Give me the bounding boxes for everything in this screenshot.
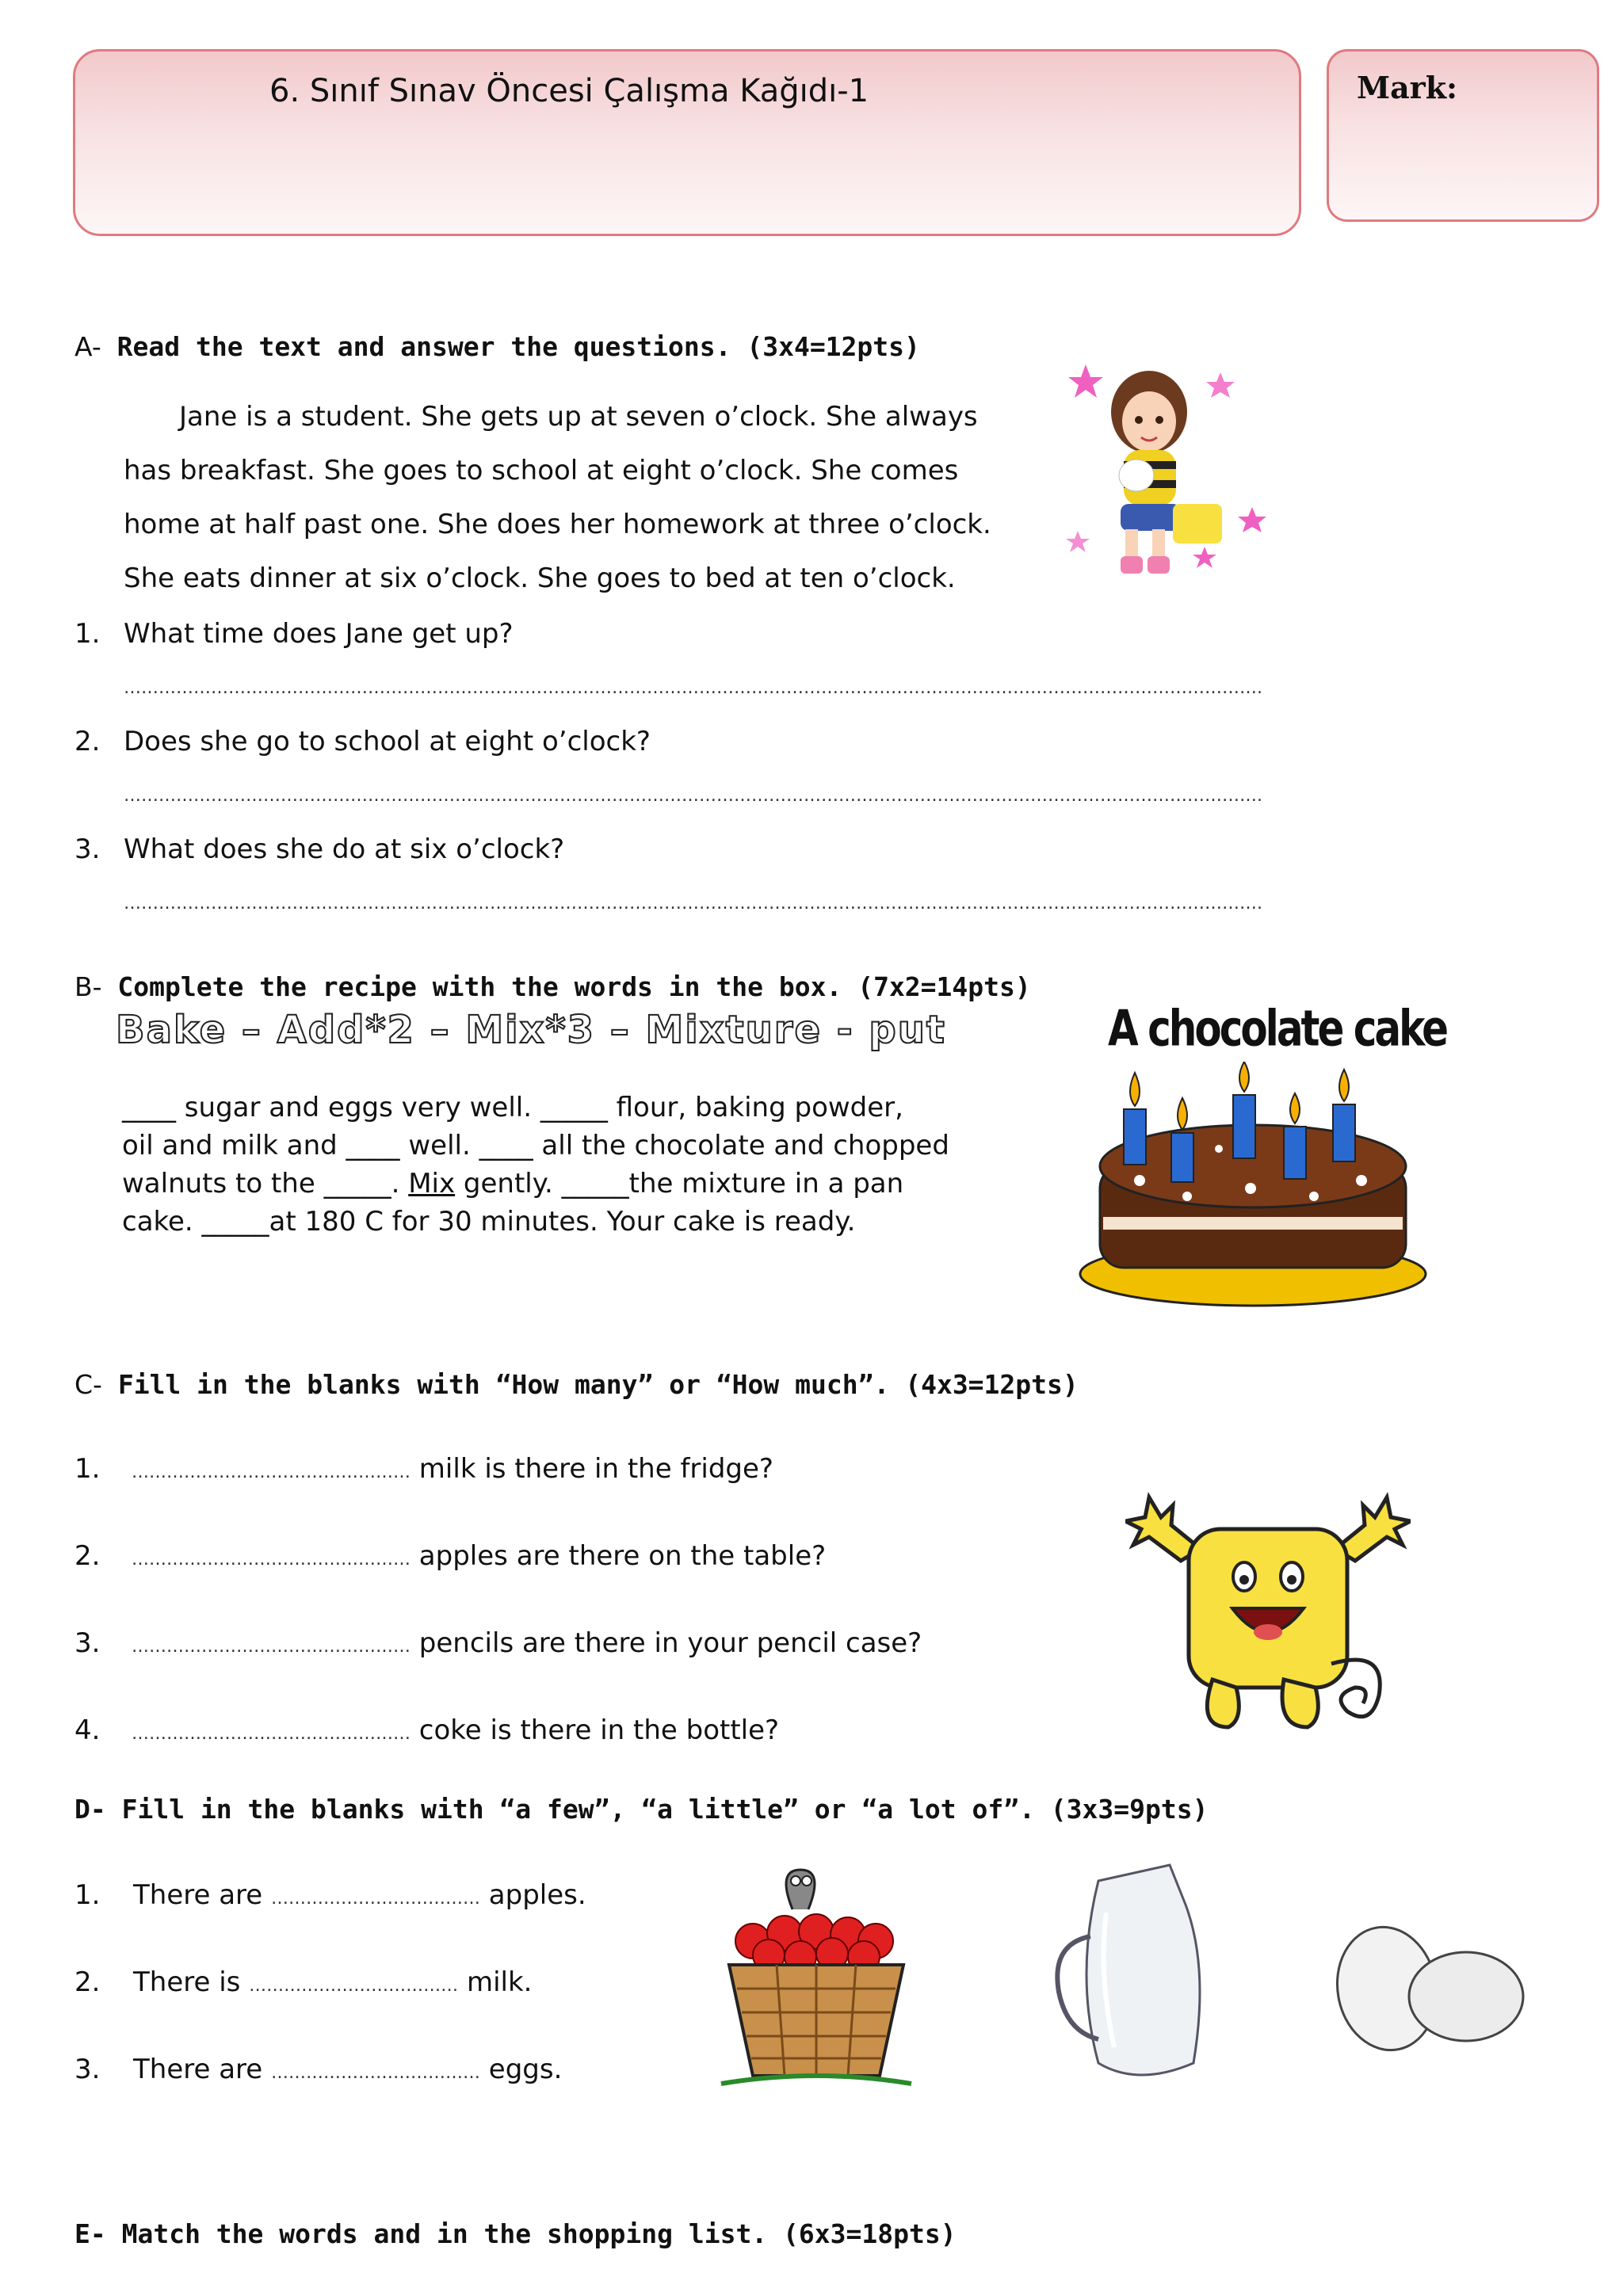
section-b-heading: [74, 971, 1031, 1002]
blank[interactable]: …………………………………………: [132, 1637, 411, 1657]
item-post: apples.: [479, 1879, 586, 1911]
question-text: What does she do at six o’clock?: [124, 833, 565, 865]
recipe-text: walnuts to the _____.: [122, 1168, 409, 1199]
item-post: milk.: [458, 1966, 533, 1998]
blank[interactable]: …………………………………………: [132, 1724, 411, 1744]
answer-line[interactable]: …………………………………………………………………………………………………………………………………………………………………………….: [124, 678, 1262, 698]
section-a-prefix: A-: [74, 331, 101, 362]
question-number: 3.: [74, 833, 101, 865]
blank[interactable]: ………………………………: [249, 1976, 459, 1996]
yellow-character-illustration: [1125, 1489, 1411, 1751]
item-text: coke is there in the bottle?: [411, 1714, 780, 1746]
recipe-line: ____ sugar and eggs very well. _____ flour, baking powder,: [122, 1092, 903, 1123]
recipe-example-word: Mix: [408, 1168, 456, 1199]
recipe-text: gently. _____the mixture in a pan: [455, 1168, 904, 1199]
item-pre: There is: [133, 1966, 250, 1998]
blank[interactable]: …………………………………………: [132, 1463, 411, 1482]
question-number: 2.: [74, 726, 101, 757]
fill-item: [132, 1627, 922, 1659]
section-d-heading: D- Fill in the blanks with “a few”, “a little” or “a lot of”. (3x3=9pts): [74, 1794, 1209, 1825]
glass-jug-illustration: [1051, 1857, 1225, 2087]
worksheet-title: 6. Sınıf Sınav Öncesi Çalışma Kağıdı-1: [269, 73, 869, 109]
item-number: 3.: [74, 2054, 101, 2085]
item-pre: There are: [133, 2054, 271, 2085]
item-number: 3.: [74, 1627, 101, 1659]
passage-line: home at half past one. She does her homework at three o’clock.: [124, 509, 991, 540]
fill-item: [133, 1879, 586, 1911]
question-text: What time does Jane get up?: [124, 618, 514, 650]
recipe-line: cake. _____at 180 C for 30 minutes. Your cake is ready.: [122, 1206, 856, 1238]
fill-item: [132, 1714, 779, 1746]
recipe-line: oil and milk and ____ well. ____ all the chocolate and chopped: [122, 1130, 949, 1161]
mark-label: Mark:: [1357, 70, 1458, 105]
apple-basket-illustration: [713, 1862, 919, 2092]
cake-image-title: A chocolate cake: [1108, 1000, 1446, 1058]
section-c-title: Fill in the blanks with “How many” or “How much”. (4x3=12pts): [117, 1369, 1079, 1400]
section-a-title: Read the text and answer the questions. (3x4=12pts): [116, 331, 920, 362]
blank[interactable]: …………………………………………: [132, 1550, 411, 1569]
fill-item: [133, 2054, 562, 2085]
blank[interactable]: ………………………………: [270, 2063, 480, 2083]
passage-line: She eats dinner at six o’clock. She goes to bed at ten o’clock.: [124, 563, 956, 594]
question-text: Does she go to school at eight o’clock?: [124, 726, 651, 757]
fill-item: [132, 1453, 773, 1485]
recipe-line: [122, 1168, 903, 1199]
eggs-illustration: [1323, 1925, 1529, 2052]
item-number: 1.: [74, 1879, 101, 1911]
section-b-title: Complete the recipe with the words in the box. (7x2=14pts): [117, 971, 1031, 1002]
item-text: milk is there in the fridge?: [411, 1453, 773, 1485]
section-c-prefix: C-: [74, 1369, 102, 1400]
girl-illustration: [1054, 349, 1276, 586]
blank[interactable]: ………………………………: [270, 1889, 480, 1909]
item-number: 4.: [74, 1714, 101, 1746]
item-post: eggs.: [479, 2054, 563, 2085]
item-pre: There are: [133, 1879, 271, 1911]
answer-line[interactable]: …………………………………………………………………………………………………………………………………………………………………………….: [124, 894, 1262, 913]
word-box: Bake – Add*2 – Mix*3 – Mixture - put: [116, 1008, 946, 1052]
passage-line: has breakfast. She goes to school at eight o’clock. She comes: [124, 455, 959, 486]
question-number: 1.: [74, 618, 101, 650]
section-e-heading: E- Match the words and in the shopping list. (6x3=18pts): [74, 2218, 957, 2249]
passage-line: Jane is a student. She gets up at seven o’clock. She always: [179, 401, 978, 433]
item-text: pencils are there in your pencil case?: [411, 1627, 922, 1659]
item-number: 2.: [74, 1540, 101, 1572]
section-c-heading: [74, 1369, 1079, 1400]
item-number: 1.: [74, 1453, 101, 1485]
section-a-heading: [74, 331, 920, 362]
cake-illustration: [1076, 1062, 1430, 1314]
answer-line[interactable]: …………………………………………………………………………………………………………………………………………………………………………….: [124, 786, 1262, 806]
fill-item: [132, 1540, 826, 1572]
item-text: apples are there on the table?: [411, 1540, 827, 1572]
section-b-prefix: B-: [74, 971, 102, 1002]
item-number: 2.: [74, 1966, 101, 1998]
fill-item: [133, 1966, 533, 1998]
